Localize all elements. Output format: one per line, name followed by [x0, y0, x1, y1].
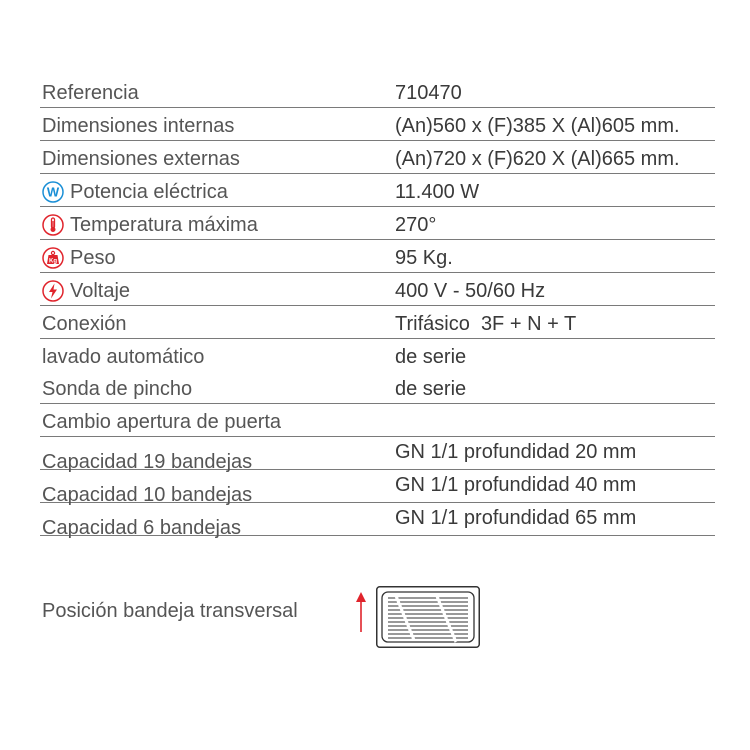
spec-value: 710470: [395, 82, 462, 104]
power-w-icon: [42, 181, 64, 203]
spec-row-referencia: [40, 75, 715, 108]
spec-label: Capacidad 19 bandejas: [42, 451, 253, 473]
spec-value: (An)720 x (F)620 X (Al)665 mm.: [395, 148, 680, 170]
spec-value: 11.400 W: [395, 181, 480, 203]
spec-label: Dimensiones internas: [42, 115, 235, 137]
spec-value: 95 Kg.: [395, 247, 453, 269]
spec-label: Dimensiones externas: [42, 148, 240, 170]
spec-row-dimensiones-externas: [40, 141, 715, 174]
spec-label: Peso: [70, 247, 116, 269]
spec-value: (An)560 x (F)385 X (Al)605 mm.: [395, 115, 680, 137]
spec-label: Conexión: [42, 313, 127, 335]
spec-label: Capacidad 6 bandejas: [42, 517, 242, 539]
spec-label: Referencia: [42, 82, 139, 104]
spec-label: Cambio apertura de puerta: [42, 411, 282, 433]
arrow-up-icon: [354, 591, 368, 633]
power-icon-letter: W: [46, 184, 60, 200]
spec-row-temperatura: [40, 207, 715, 240]
spec-label: Sonda de pincho: [42, 378, 193, 400]
spec-table: [40, 75, 715, 539]
weight-kg-icon: [42, 247, 64, 269]
spec-value: GN 1/1 profundidad 65 mm: [395, 507, 637, 529]
spec-label: Temperatura máxima: [70, 214, 258, 236]
spec-value: 400 V - 50/60 Hz: [395, 280, 546, 302]
spec-value: Trifásico 3F + N + T: [395, 313, 577, 335]
spec-row-conexion: [40, 306, 715, 339]
spec-value: GN 1/1 profundidad 40 mm: [395, 474, 637, 496]
spec-row-lavado: [40, 339, 715, 371]
spec-value: GN 1/1 profundidad 20 mm: [395, 441, 637, 463]
spec-row-capacidad-6: [40, 503, 715, 539]
spec-row-potencia: [40, 174, 715, 207]
spec-row-voltaje: [40, 273, 715, 306]
spec-row-capacidad-19: [40, 437, 715, 473]
spec-label: Potencia eléctrica: [70, 181, 228, 203]
spec-label: Voltaje: [70, 280, 131, 302]
tray-transversal-icon: [376, 586, 480, 648]
spec-value: 270°: [395, 214, 437, 236]
thermometer-icon: [42, 214, 64, 236]
weight-icon-letters: Kg: [49, 258, 57, 265]
spec-row-cambio-puerta: [40, 404, 715, 437]
spec-row-capacidad-10: [40, 470, 715, 506]
lightning-icon: [42, 280, 64, 302]
spec-row-peso: [40, 240, 715, 273]
spec-label: Capacidad 10 bandejas: [42, 484, 253, 506]
spec-row-sonda: [40, 371, 715, 404]
spec-value: de serie: [395, 378, 467, 400]
spec-label: lavado automático: [42, 346, 205, 368]
tray-position-label: Posición bandeja transversal: [42, 600, 298, 622]
spec-value: de serie: [395, 346, 467, 368]
spec-row-dimensiones-internas: [40, 108, 715, 141]
